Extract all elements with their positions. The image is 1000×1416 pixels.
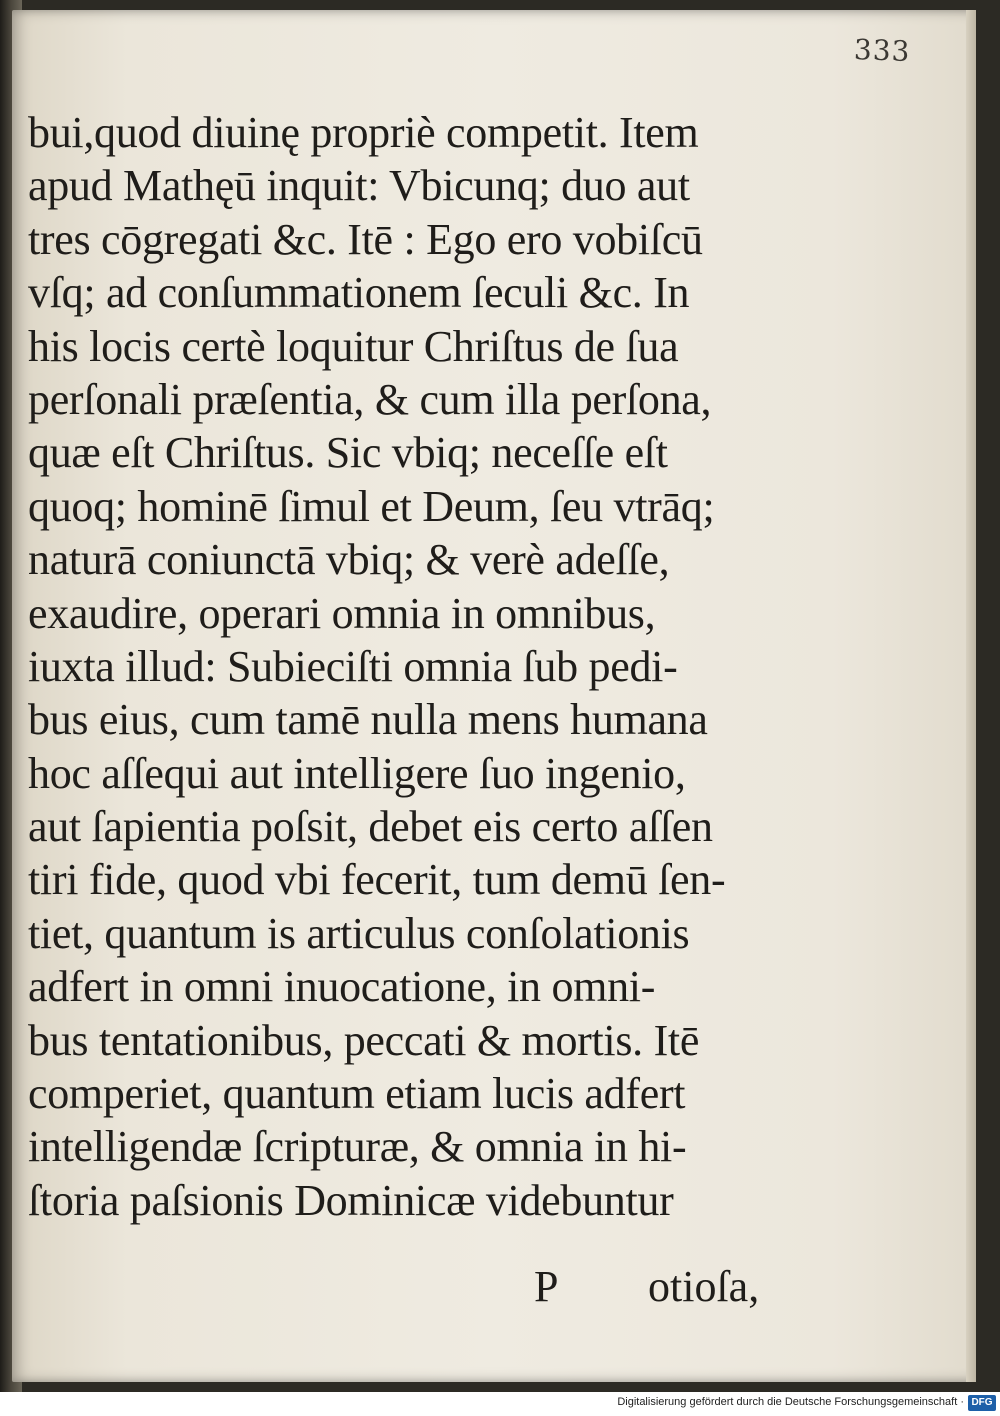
text-line: tiet, quantum is articulus conſolationis xyxy=(28,908,690,958)
book-page xyxy=(12,10,976,1382)
text-line: apud Mathęū inquit: Vbicunq; duo aut xyxy=(28,161,690,211)
text-line: quæ eſt Chriſtus. Sic vbiq; neceſſe eſt xyxy=(28,428,668,478)
text-line: bus eius, cum tamē nulla mens humana xyxy=(28,695,708,745)
text-line: adfert in omni inuocatione, in omni- xyxy=(28,962,656,1012)
text-line: exaudire, operari omnia in omnibus, xyxy=(28,588,656,638)
signature-mark: P xyxy=(534,1262,559,1311)
text-line: naturā coniunctā vbiq; & verè adeſſe, xyxy=(28,535,670,585)
text-line: perſonali præſentia, & cum illa perſona, xyxy=(28,374,712,424)
text-line: quoq; hominē ſimul et Deum, ſeu vtrāq; xyxy=(28,481,715,531)
credit-text: Digitalisierung gefördert durch die Deutsche Forschungsgemeinschaft · xyxy=(617,1396,964,1408)
dfg-logo: DFG xyxy=(968,1395,996,1411)
text-line: intelligendæ ſcripturæ, & omnia in hi- xyxy=(28,1122,687,1172)
text-line: bui,quod diuinę propriè competit. Item xyxy=(28,108,699,157)
text-line: tiri fide, quod vbi fecerit, tum demū ſen- xyxy=(28,855,726,905)
text-line: tres cōgregati &c. Itē : Ego ero vobiſcū xyxy=(28,214,703,264)
text-line: ſtoria paſsionis Dominicæ videbuntur xyxy=(28,1175,674,1225)
text-line: his locis certè loquitur Chriſtus de ſua xyxy=(28,321,679,371)
page-number: 333 xyxy=(853,33,912,68)
text-line: hoc aſſequi aut intelligere ſuo ingenio, xyxy=(28,748,686,798)
catchword: otioſa, xyxy=(648,1262,760,1311)
text-line: aut ſapientia poſsit, debet eis certo aſſen xyxy=(28,802,713,852)
text-block xyxy=(28,106,788,1227)
text-line: iuxta illud: Subieciſti omnia ſub pedi- xyxy=(28,641,678,691)
catchword-row xyxy=(28,1262,788,1312)
text-line: bus tentationibus, peccati & mortis. Itē xyxy=(28,1015,700,1065)
text-line: vſq; ad conſummationem ſeculi &c. In xyxy=(28,268,690,318)
text-line: comperiet, quantum etiam lucis adfert xyxy=(28,1069,686,1119)
page-edge xyxy=(966,10,976,1382)
footer-bar xyxy=(0,1392,1000,1416)
